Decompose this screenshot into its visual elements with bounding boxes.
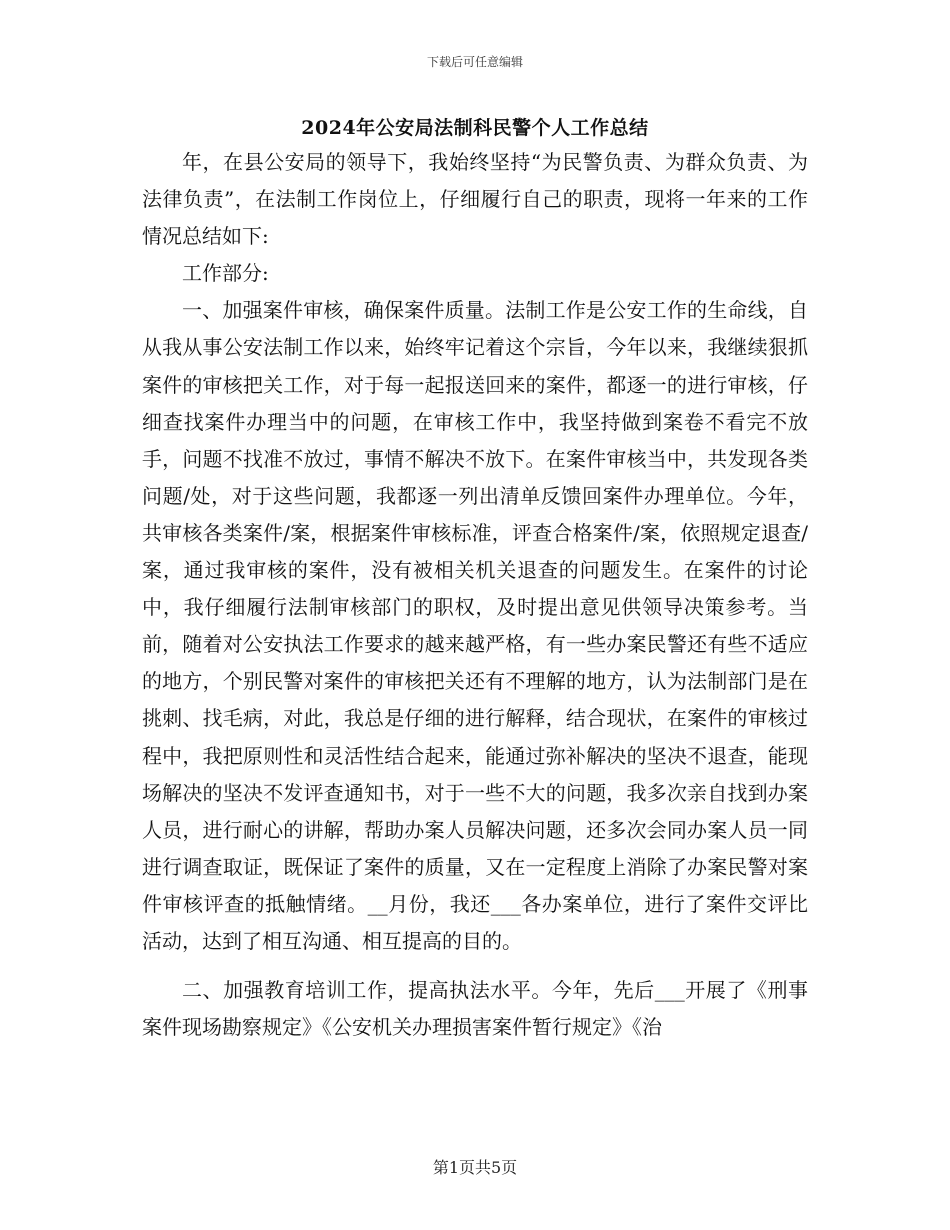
paragraph-intro: 年，在县公安局的领导下，我始终坚持“为民警负责、为群众负责、为法律负责”，在法制工作岗位上，仔细履行自己的职责，现将一年来的工作情况总结如下: <box>142 150 808 249</box>
page-number: 第1页共5页 <box>432 1158 518 1177</box>
paragraph-part-one: 一、加强案件审核，确保案件质量。法制工作是公安工作的生命线，自从我从事公安法制工作以来，始终牢记着这个宗旨，今年以来，我继续狠抓案件的审核把关工作，对于每一起报送回来的案件，都逐一的进行审核，仔细查找案件办理当中的问题，在审核工作中，我坚持做到案卷不看完不放手，问题不找准不放过，事情不解决不放下。在案件审核当中，共发现各类问题/处，对于这些问题，我都逐一列出清单反馈回案件办理单位。今年，共审核各类案件/案，根据案件审核标准，评查合格案件/案，依照规定退查/案，通过我审核的案件，没有被相关机关退查的问题发生。在案件的讨论中，我仔细履行法制审核部门的职权，及时提出意见供领导决策参考。当前，随着对公安执法工作要求的越来越严格，有一些办案民警还有些不适应的地方，个别民警对案件的审核把关还有不理解的地方，认为法制部门是在挑刺、找毛病，对此，我总是仔细的进行解释，结合现状，在案件的审核过程中，我把原则性和灵活性结合起来，能通过弥补解决的坚决不退查，能现场解决的坚决不发评查通知书，对于一些不大的问题，我多次亲自找到办案人员，进行耐心的讲解，帮助办案人员解决问题，还多次会同办案人员一同进行调查取证，既保证了案件的质量，又在一定程度上消除了办案民警对案件审核评查的抵触情绪。__月份，我还___各办案单位，进行了案件交评比活动，达到了相互沟通、相互提高的目的。 <box>142 298 808 953</box>
document-body <box>142 144 808 1046</box>
document-title: 2024年公安局法制科民警个人工作总结 <box>301 117 649 139</box>
header-note: 下载后可任意编辑 <box>426 55 523 69</box>
paragraph-section-heading: 工作部分: <box>182 261 269 286</box>
paragraph-part-two: 二、加强教育培训工作，提高执法水平。今年，先后___开展了《刑事案件现场勘察规定》《公安机关办理损害案件暂行规定》《治 <box>142 978 808 1040</box>
